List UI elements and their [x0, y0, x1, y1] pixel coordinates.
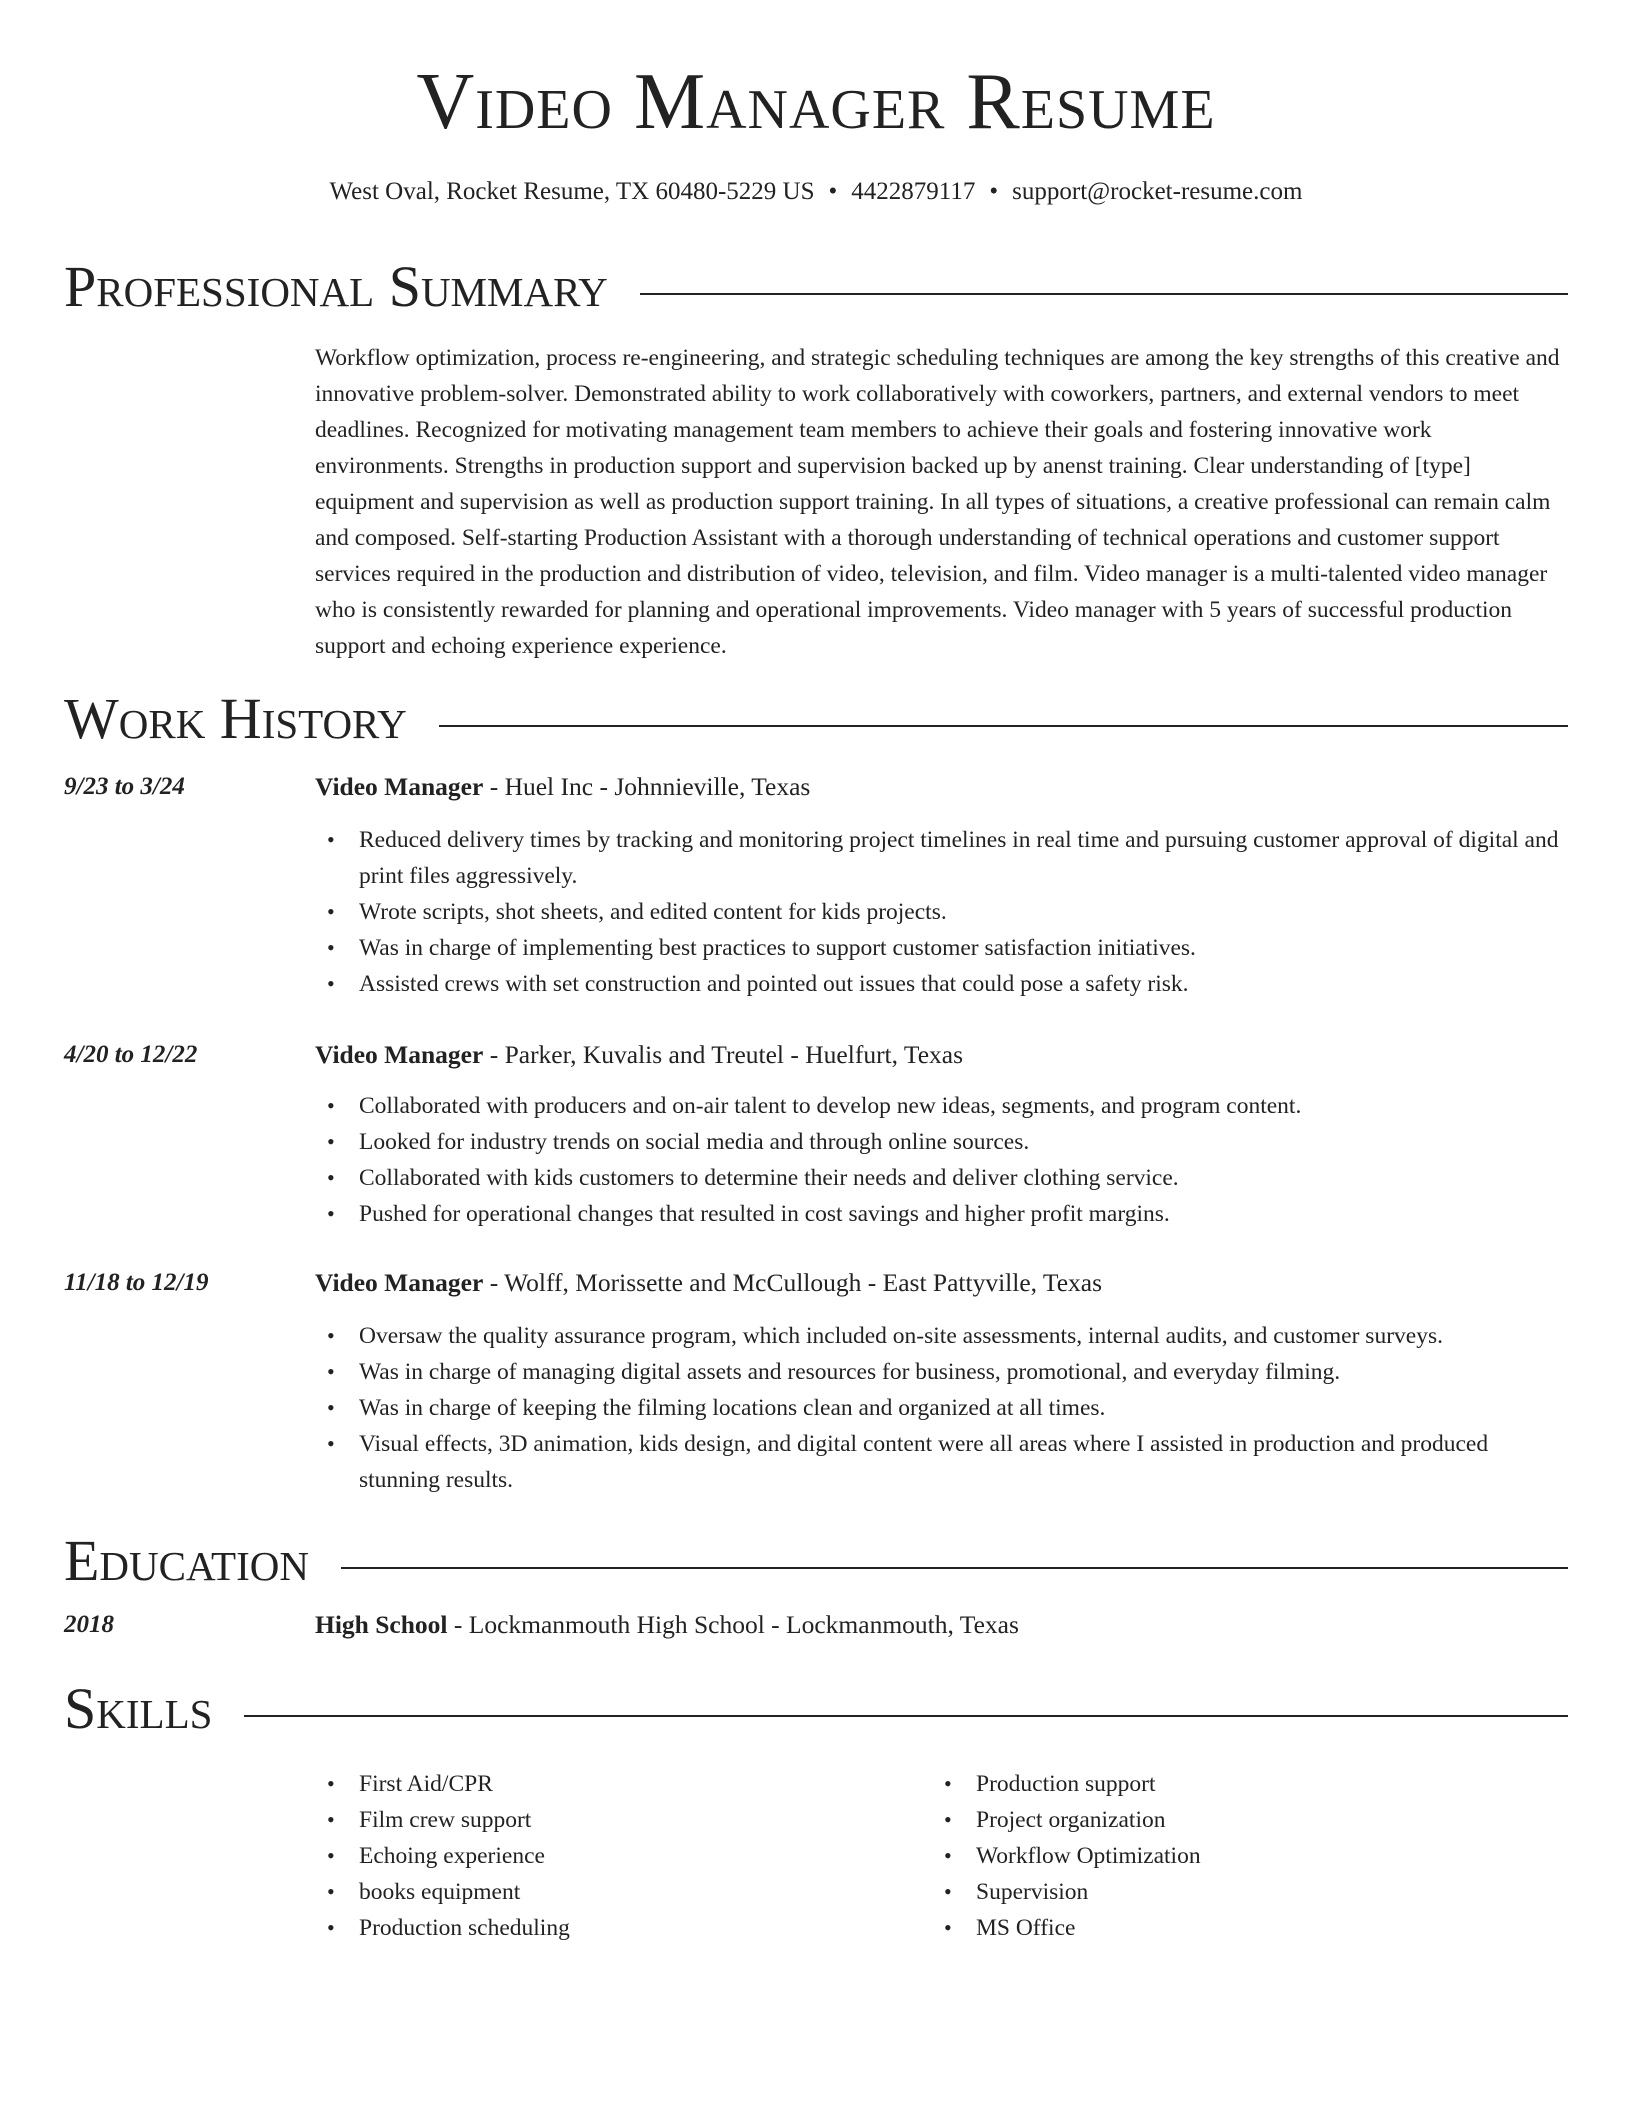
- list-item: • Was in charge of implementing best practices to support customer satisfaction initiatives.: [315, 930, 1568, 966]
- list-item: • Echoing experience: [315, 1838, 932, 1874]
- section-title-education: Education: [64, 1528, 309, 1593]
- contact-phone: 4422879117: [851, 178, 976, 205]
- work-date: 4/20 to 12/22: [64, 1041, 198, 1068]
- contact-line: [64, 176, 1568, 208]
- page-title: Video Manager Resume: [416, 58, 1216, 146]
- section-divider: [244, 1715, 1568, 1717]
- list-item: • Workflow Optimization: [932, 1838, 1549, 1874]
- work-heading: [315, 770, 1568, 804]
- job-title: Video Manager: [315, 772, 484, 801]
- work-bullets: [315, 1088, 1568, 1232]
- contact-separator: •: [989, 178, 999, 205]
- list-item: • Was in charge of managing digital assets and resources for business, promotional, and everyday filming.: [315, 1354, 1568, 1390]
- work-bullets: [315, 822, 1568, 1002]
- skills-column-left: [315, 1766, 932, 1946]
- list-item: • Supervision: [932, 1874, 1549, 1910]
- list-item: • MS Office: [932, 1910, 1549, 1946]
- list-item: • First Aid/CPR: [315, 1766, 932, 1802]
- list-item: • Collaborated with kids customers to determine their needs and deliver clothing service.: [315, 1160, 1568, 1196]
- summary-paragraph: Workflow optimization, process re-engineering, and strategic scheduling techniques are among the key strengths of this creative and innovative problem-solver. Demonstrated ability to work collaboratively with coworkers, partners, and external vendors to meet deadlines. Recognized for motivating management team members to achieve their goals and fostering innovative work environments. Strengths in production support and supervision backed up by anenst training. Clear understanding of [type] equipment and supervision as well as production support training. In all types of situations, a creative professional can remain calm and composed. Self-starting Production Assistant with a thorough understanding of technical operations and customer support services required in the production and distribution of video, television, and film. Video manager is a multi-talented video manager who is consistently rewarded for planning and operational improvements. Video manager with 5 years of successful production support and echoing experience experience.: [315, 345, 1560, 659]
- skills-column-right: [932, 1766, 1549, 1946]
- list-item: • Visual effects, 3D animation, kids design, and digital content were all areas where I assisted in production and produced stunning results.: [315, 1426, 1568, 1498]
- work-date: 11/18 to 12/19: [64, 1269, 209, 1296]
- resume-page: [64, 0, 1568, 2112]
- job-title: Video Manager: [315, 1268, 484, 1297]
- work-date: 9/23 to 3/24: [64, 773, 185, 800]
- list-item: • Project organization: [932, 1802, 1549, 1838]
- list-item: • Oversaw the quality assurance program, which included on-site assessments, internal audits, and customer surveys.: [315, 1318, 1568, 1354]
- job-title: Video Manager: [315, 1040, 484, 1069]
- list-item: • Pushed for operational changes that resulted in cost savings and higher profit margins.: [315, 1196, 1568, 1232]
- list-item: • Was in charge of keeping the filming locations clean and organized at all times.: [315, 1390, 1568, 1426]
- contact-email: support@rocket-resume.com: [1012, 178, 1303, 205]
- section-header-education: [64, 1528, 1568, 1593]
- section-title-summary: Professional Summary: [64, 254, 608, 319]
- work-bullets: [315, 1318, 1568, 1498]
- school-details: - Lockmanmouth High School - Lockmanmouth, Texas: [447, 1610, 1019, 1639]
- education-heading: [315, 1608, 1568, 1642]
- section-divider: [341, 1567, 1568, 1569]
- list-item: • Reduced delivery times by tracking and monitoring project timelines in real time and pursuing customer approval of digital and print files aggressively.: [315, 822, 1568, 894]
- list-item: • books equipment: [315, 1874, 932, 1910]
- contact-address: West Oval, Rocket Resume, TX 60480-5229 US: [329, 178, 815, 205]
- list-item: • Film crew support: [315, 1802, 932, 1838]
- job-details: - Wolff, Morissette and McCullough - East Pattyville, Texas: [483, 1268, 1103, 1297]
- degree-title: High School: [315, 1610, 448, 1639]
- skills-list: [315, 1766, 1568, 1946]
- list-item: • Collaborated with producers and on-air talent to develop new ideas, segments, and program content.: [315, 1088, 1568, 1124]
- section-divider: [439, 725, 1568, 727]
- section-header-skills: [64, 1676, 1568, 1741]
- education-date: 2018: [64, 1611, 114, 1638]
- list-item: • Wrote scripts, shot sheets, and edited content for kids projects.: [315, 894, 1568, 930]
- section-divider: [640, 293, 1568, 295]
- contact-separator: •: [828, 178, 838, 205]
- job-details: - Huel Inc - Johnnieville, Texas: [483, 772, 811, 801]
- list-item: • Assisted crews with set construction and pointed out issues that could pose a safety risk.: [315, 966, 1568, 1002]
- section-header-summary: [64, 254, 1568, 319]
- job-details: - Parker, Kuvalis and Treutel - Huelfurt, Texas: [483, 1040, 964, 1069]
- work-heading: [315, 1266, 1568, 1300]
- work-heading: [315, 1038, 1568, 1072]
- list-item: • Looked for industry trends on social media and through online sources.: [315, 1124, 1568, 1160]
- list-item: • Production scheduling: [315, 1910, 932, 1946]
- list-item: • Production support: [932, 1766, 1549, 1802]
- section-title-work: Work History: [64, 686, 407, 751]
- section-header-work: [64, 686, 1568, 751]
- section-title-skills: Skills: [64, 1676, 213, 1741]
